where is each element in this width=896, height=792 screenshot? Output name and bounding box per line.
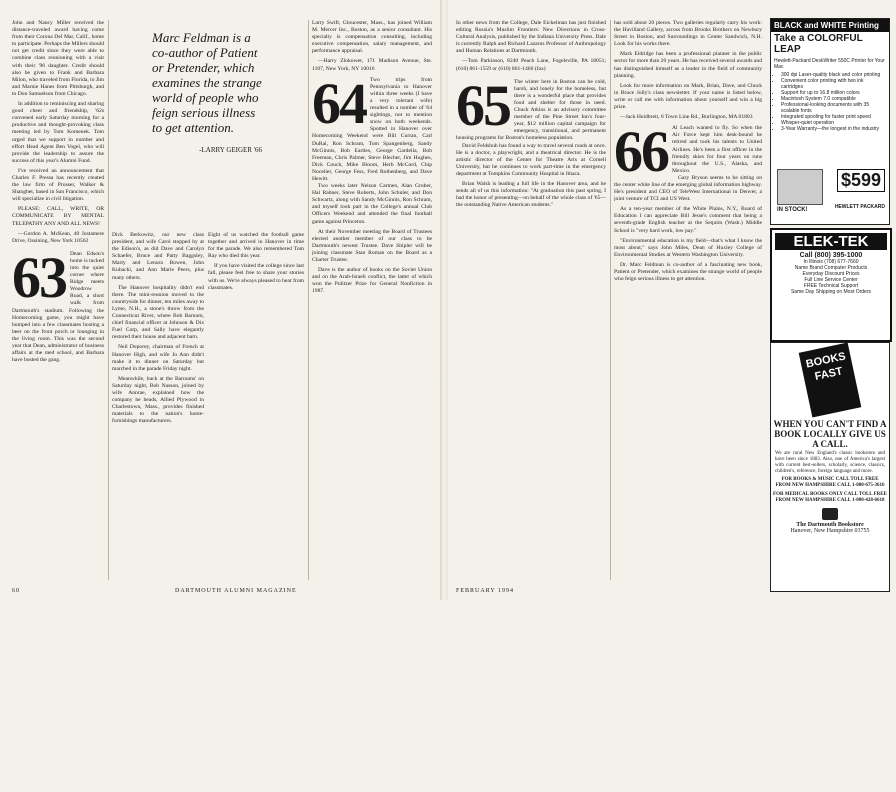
list-item: • 300 dpi Laser-quality black and color printing — [781, 72, 886, 78]
paragraph: has sold about 20 pieces. Two galleries regularly carry his work: the Havilland Gallery, across from Brooks Brothers on Newbury Street in Boston, and Surroundings in Center Sandwich, N.H. Look for his works there. — [614, 20, 762, 48]
store-location: Hanover, New Hampshire 03755 — [790, 528, 870, 534]
magazine-name: DARTMOUTH ALUMNI MAGAZINE — [175, 588, 297, 594]
paragraph: Meanwhile, back at the Barnums' on Saturday night, Bob Nasson, joined by wife Annrae, explained how the company he heads, Allied Plywood in Charlestown, Mass., provides finished materials to the nation's home-furnishings manufacturers. — [112, 375, 204, 425]
list-item: • Whisper-quiet operation — [781, 120, 886, 126]
page-number: 60 — [12, 588, 20, 594]
paragraph: If you have visited the college since last fall, please feel free to share your stories with us. We're always pleased to hear from classmates. — [208, 263, 304, 291]
printer-advertisement — [770, 18, 890, 225]
ad-line: Name Brand Computer Products — [794, 265, 868, 271]
paragraph: David Feldshuh has found a way to travel several roads at once. He is a doctor, a playwright, and a theatrical director. He is the artistic director of the Center for Theatre Arts at Cornell University, but he continues to work part-time in the emergency department at Tompkins Community Hospital in Ithaca. — [456, 142, 606, 177]
class-note-text: The winter here in Boston can be cold, harsh, and lonely for the homeless, but there is a wonderful place that provides food and shelter for those in need. Chuck Atkins is an advisory committee member of the Pine Street Inn's four-year, $12 million capital campaign for emergency, transitional, and permanent housing programs for Boston's homeless population. — [456, 78, 606, 142]
ad-feature-list — [771, 72, 889, 132]
paragraph: John and Nancy Miller received the distance-traveled award having come from their Corona Del Mar, Calif., home to participate. Perhaps the Millers should not get credit since they were able to combine class reunioning with a visit with their '96 daughter. Credit should also be given to Frank and Barbara Milon, who traveled from Florida, to Jim and Marnie Hanes from Pittsburgh, and to Don Samuelson from Chicago. — [12, 20, 104, 97]
left-column-2-lower — [112, 232, 204, 792]
ad-phone: Call (800) 395-1000 — [799, 252, 863, 259]
pull-quote-text: Marc Feldman is a co-author of Patient or Pretender, which examines the strange world of people who feign serious illness to get attention. — [152, 30, 262, 135]
class-note-66 — [614, 119, 762, 185]
ad-body: We are rural New England's classic bookstore and have been since 1883. Also, one of America's largest with current best-sellers, scholarly, science, classics, children's, reference, foreign language and more. — [775, 451, 885, 474]
ad-phone: FROM NEW HAMPSHIRE CALL 1-800-428-6618 — [775, 498, 885, 503]
column-divider — [108, 20, 109, 580]
paragraph: Dick Berkowitz, our new class president, and wife Carol stopped by at the Edison's, as did Dave and Carolyn Schaefer, Bruce and Patty Baggsley, Marty and Lenora Bowen, John Kubacki, and Ann Marie Peers, plus many others. — [112, 232, 204, 281]
elektek-advertisement — [770, 228, 892, 342]
ad-subheader: Take a COLORFUL LEAP — [774, 33, 863, 55]
class-note-text: Two trips from Pennsylvania to Hanover within three weeks (I have a very tolerant wife) resulted in a number of '64 sightings, not to mention snow on both weekends. Spotted in Hanover over Homecoming Weekend were Bill Curran, Carl DuRai, Ron Schram, Tom Spangenberg, Sandy McGinnis, Bob Eartles, George Gardella, Bob Freeman, Chris Palmer, Steve Blecher, Jim Hughes, Dick Couch, Mike Bloom, Herb McCord, Chip Nocelier, George Fess, Fred Rothenberg, and Dave Hewitt. — [312, 76, 432, 182]
left-column-3-lower — [208, 232, 304, 792]
paragraph: Mark Eldridge has been a professional planner in the public sector for more than 20 years. He has received several awards and has distinguished himself as a leader in the field of community planning. — [614, 51, 762, 79]
class-year-number: 63 — [12, 244, 66, 310]
paragraph: Gary Bryson seems to be sitting on the center white line of the emerging global information highway. He's president and CEO of TeleWest International in Denver, a joint venture of TCI and US West. — [614, 174, 762, 203]
ad-phone: FROM NEW HAMPSHIRE CALL 1-800-675-3616 — [775, 483, 885, 488]
paragraph: Brian Walsh is leading a full life in the Hanover area, and he sends all of us this information: "At graduation this past spring, I had the honor of presenting—on behalf of the whole class of '65—the outstanding Native American students." — [456, 180, 606, 209]
ad-phone-illinois: In Illinois (708) 677-7660 — [803, 259, 859, 265]
column-divider — [308, 20, 309, 580]
signature-line: —Gordon A. McKean, 40 Justamere Drive, Ossining, New York 10562 — [12, 230, 104, 244]
ad-line: Full Line Service Center — [804, 277, 858, 283]
ad-stock: IN STOCK! — [777, 207, 808, 213]
page-gutter — [440, 0, 448, 600]
paragraph: Eight of us watched the football game together and arrived in Hanover in time for the parade. We also remembered Tom Ray who died this year. — [208, 232, 304, 260]
list-item: • Convenient color printing with two ink cartridges — [781, 78, 886, 90]
class-note-64 — [312, 70, 432, 183]
class-note-63 — [12, 244, 104, 365]
ad-header: BLACK and WHITE Printing — [771, 19, 889, 32]
paragraph: The Hanover hospitality didn't end there. The mini-reunion moved to the countryside for dinner, ten miles away to Lyme, N.H., a stone's throw from the Connecticut River, where Bob Barnum, chief financial officer at Johnson & Dix Fuel Corp, and Sally have elegantly restored their house and adjacent barn. — [112, 284, 204, 341]
class-note-text: Dean Edson's home is tucked into the quiet corner where Ridge meets Woodrow Road, a short walk from Dartmouth's stadium. Following the Homecoming game, you might have bumped into a few classmates hosting a beer on the front porch or lounging in the living room. This was the second year that Dean, administrator of business affairs at the med school, and Barbara have hosted the gang. — [12, 250, 104, 364]
left-column-4 — [312, 20, 432, 580]
pull-quote — [112, 30, 302, 220]
bookstore-logo — [771, 508, 889, 534]
class-year-number: 66 — [614, 119, 668, 185]
class-note-text: Al Leach wanted to fly. So when the Air Force kept him desk-bound he retired and took his talents to United Airlines. He's been a first officer in the friendly skies for four years on runs throughout the U.S., Alaska, and Mexico. — [672, 125, 762, 174]
ad-title: ELEK-TEK — [775, 233, 887, 250]
paragraph: In other news from the College, Dale Eickelman has just finished editing Russia's Muslim Frontiers: New Directions in Cross-Cultural Analysis, published by the Indiana University Press. Dale is currently Ralph and Richard Lazarus Professor of Anthropology and Human Relations at Dartmouth. — [456, 20, 606, 55]
ad-order-line: FOR MEDICAL BOOKS ONLY CALL TOLL FREE — [773, 492, 887, 497]
ad-price: $599 — [837, 169, 885, 192]
paragraph: Neil Doporey, chairman of French at Hanover High, and wife Jo Ann didn't make it to dinner on Saturday but marched in the parade Friday night. — [112, 344, 204, 372]
left-page — [0, 0, 440, 600]
left-column-1 — [12, 20, 104, 580]
right-column-1 — [456, 20, 606, 580]
paragraph: At their November meeting the Board of Trustees elected another member of our class to be Dartmouth's newest Trustee. Dave Shipler will be joining classmate Stan Roman on the Board as a Charter Trustee. — [312, 228, 432, 263]
column-divider — [610, 20, 611, 580]
paragraph: Dave is the author of books on the Soviet Union and on the Arab-Israeli conflict, the latter of which won the Pulitzer Prize for General Nonfiction in 1987. — [312, 267, 432, 295]
list-item: • Professional-looking documents with 35 scalable fonts — [781, 102, 886, 114]
paragraph: PLEASE: CALL, WRITE, OR COMMUNICATE BY MENTAL TELEPATHY ANY AND ALL NEWS! — [12, 206, 104, 227]
paragraph: In addition to reminiscing and sharing good cheer and friendship, '62s convened early Saturday morning for a productive and thought-provoking class meeting led by Tom Komenek. Tom urged that we support in number and effort Head Agent Ben Vogel, who will provide the leadership to assure the success of this year's Alumni Fund. — [12, 101, 104, 164]
paragraph: Look for more information on Mark, Brian, Dave, and Chuck in Bruce Jolly's class newsletter. If your name is listed below, write or call me with information about yourself and win a big prize. — [614, 82, 762, 111]
ad-model: Hewlett-Packard DeskWriter 550C Printer for Your Mac — [774, 58, 885, 70]
ad-line: Everyday Discount Prices — [802, 271, 860, 277]
bookstore-logo-icon — [822, 508, 838, 520]
books-fast-badge: BOOKS FAST — [799, 343, 862, 418]
signature-line: —Jack Heidbreit, 6 Town Line Rd., Burlington, MA 01803 — [620, 114, 753, 121]
list-item: • 3-Year Warranty—the longest in the industry — [781, 126, 886, 132]
store-name: The Dartmouth Bookstore — [796, 522, 864, 528]
ad-line: FREE Technical Support — [803, 283, 859, 289]
list-item: • Support for up to 16.8 million colors — [781, 90, 886, 96]
list-item: • Macintosh System 7.0 compatible — [781, 96, 886, 102]
paragraph: I've received an announcement that Charles F. Pressa has recently created the law firm of Prosser, Walker & Shanghet, based in San Francisco, which will specialize in civil litigation. — [12, 167, 104, 203]
paragraph: Larry Swift, Gloucester, Mass., has joined William M. Mercer Inc., Boston, as a senior consultant. His specialty is compensation consulting, including executive compensation, salary management, and performance appraisal. — [312, 20, 432, 55]
class-note-65 — [456, 72, 606, 143]
right-column-2 — [614, 20, 762, 580]
paragraph: As a ten-year member of the White Plains, N.Y., Board of Education I can appreciate Bill Jesse's comment that being a seventh-grade English teacher at the Sequim (Wash.) Middle School is "very hard work, low pay." — [614, 206, 762, 234]
ad-headline: WHEN YOU CAN'T FIND A BOOK LOCALLY GIVE US A CALL. — [773, 419, 887, 449]
paragraph: Dr. Marc Feldman is co-author of a fascinating new book, Patient or Pretender, which examines the strange world of people who feign serious illness to get attention. — [614, 261, 762, 283]
ad-line: Same Day Shipping on Most Orders — [790, 289, 872, 295]
ad-order-line: FOR BOOKS & MUSIC CALL TOLL FREE — [781, 477, 879, 482]
printer-image — [777, 169, 823, 205]
list-item: • Integrated spooling for faster print speed — [781, 114, 886, 120]
class-year-number: 65 — [456, 72, 510, 138]
paragraph: Two weeks later Nelson Carmen, Alan Gruber, Hal Rabner, Steve Roberts, John Schuler, and Don Schwartz, along with Sandy McGinnis, Ron Schram, and myself took part in the College's annual Club Officers Weekend and attended the final football game against Princeton. — [312, 183, 432, 225]
signature-line: —Harry Zlokower, 171 Madison Avenue, Ste. 1107, New York, NY 10016 — [312, 58, 432, 72]
paragraph: "Environmental education is my field—that's what I know the most about," says John Miles, Dean of Huxley College of Environmental Studies at Western Washington University. — [614, 237, 762, 258]
signature-line: —Tom Parkinson, 8240 Peach Lane, Fogelsville, PA 18051; (610) 861-1559 or (610) 861-1466 (fax) — [456, 58, 606, 72]
class-year-number: 64 — [312, 70, 366, 136]
pull-quote-author: -LARRY GEIGER '66 — [199, 146, 262, 154]
bookstore-advertisement — [770, 342, 890, 592]
issue-date: FEBRUARY 1994 — [456, 588, 514, 594]
hp-logo: HEWLETT PACKARD — [834, 204, 885, 210]
